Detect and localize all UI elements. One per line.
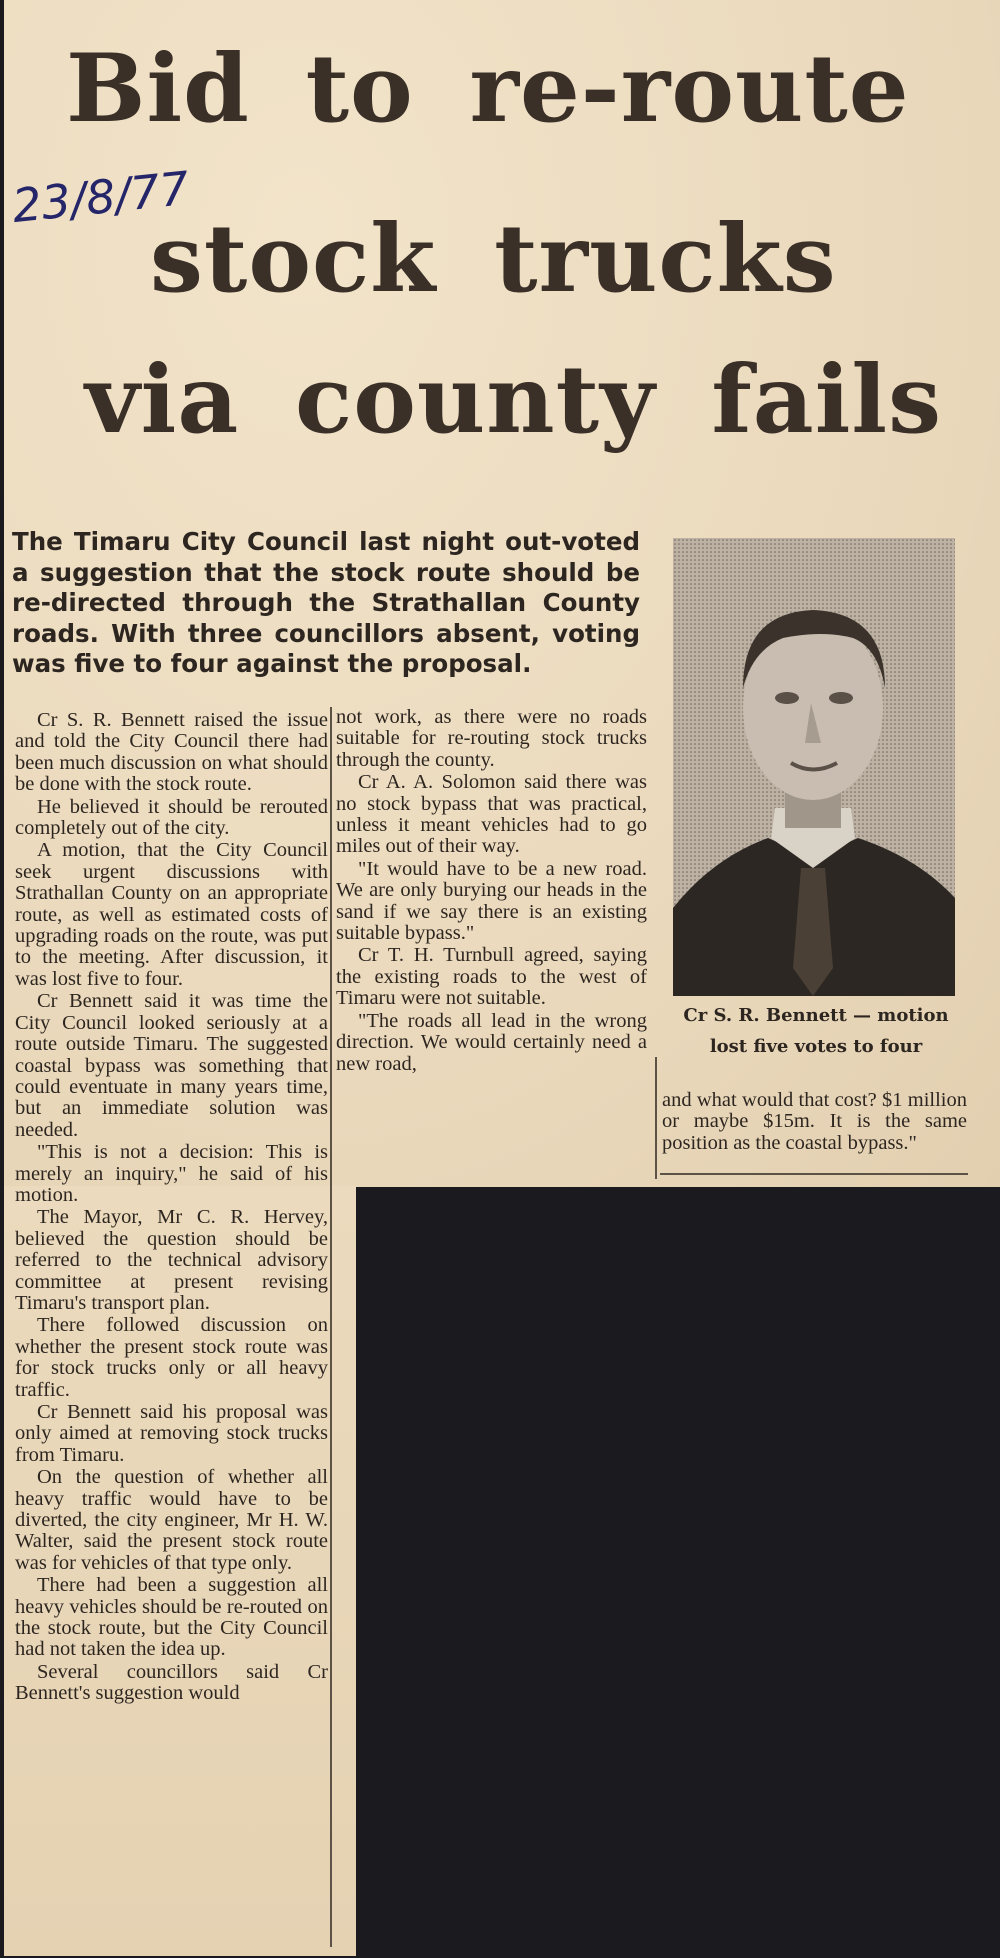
handwritten-date: 23/8/77 bbox=[9, 160, 192, 234]
paragraph: Cr Bennett said it was time the City Council looked seriously at a route outside Timaru. The suggested coastal bypass was something that could eventuate in many years time, but an immediate solution was needed. bbox=[15, 990, 328, 1141]
portrait-photo bbox=[673, 538, 955, 996]
paragraph: On the question of whether all heavy traffic would have to be diverted, the city engineer, Mr H. W. Walter, said the present stock route was for vehicles of that type only. bbox=[15, 1466, 328, 1574]
paragraph: not work, as there were no roads suitable for re-routing stock trucks through the county. bbox=[336, 706, 647, 771]
paragraph: Cr T. H. Turnbull agreed, saying the existing roads to the west of Timaru were not suitable. bbox=[336, 944, 647, 1010]
photo-caption: Cr S. R. Bennett — motion lost five votes to four bbox=[683, 1005, 949, 1057]
paragraph: The Mayor, Mr C. R. Hervey, believed the question should be referred to the technical advisory committee at present revising Timaru's transport plan. bbox=[15, 1206, 328, 1314]
article-column-2 bbox=[336, 707, 647, 1075]
paragraph: Several councillors said Cr Bennett's suggestion would bbox=[15, 1660, 328, 1705]
headline-line-2: stock trucks bbox=[150, 204, 837, 314]
column-rule bbox=[330, 707, 332, 1947]
article-column-1 bbox=[15, 710, 328, 1705]
headline-line-3: via county fails bbox=[85, 345, 943, 455]
paragraph: "This is not a decision: This is merely an inquiry," he said of his motion. bbox=[15, 1141, 328, 1206]
column-rule bbox=[660, 1173, 968, 1175]
paragraph: There had been a suggestion all heavy vehicles should be re-routed on the stock route, but the City Council had not taken the idea up. bbox=[15, 1574, 328, 1661]
paragraph: Cr Bennett said his proposal was only aimed at removing stock trucks from Timaru. bbox=[15, 1401, 328, 1466]
paragraph: and what would that cost? $1 million or maybe $15m. It is the same position as the coastal bypass." bbox=[662, 1089, 967, 1154]
paragraph: Cr A. A. Solomon said there was no stock bypass that was practical, unless it meant vehicles had to go miles out of their way. bbox=[336, 771, 647, 858]
paragraph: "It would have to be a new road. We are only burying our heads in the sand if we say there is an existing suitable bypass." bbox=[336, 857, 647, 945]
portrait-illustration bbox=[673, 538, 955, 996]
paragraph: A motion, that the City Council seek urgent discussions with Strathallan County on an appropriate route, as well as estimated costs of upgrading roads on the route, was put to the meeting. After discussion, it was lost five to four. bbox=[15, 839, 328, 990]
paragraph: "The roads all lead in the wrong direction. We would certainly need a new road, bbox=[336, 1009, 647, 1075]
headline-line-1: Bid to re-route bbox=[66, 34, 910, 144]
column-rule bbox=[655, 1057, 657, 1179]
paragraph: There followed discussion on whether the present stock route was for stock trucks only or all heavy traffic. bbox=[15, 1314, 328, 1401]
article-column-3 bbox=[662, 1090, 967, 1154]
paragraph: Cr S. R. Bennett raised the issue and told the City Council there had been much discussion on what should be done with the stock route. bbox=[15, 709, 328, 796]
lede-paragraph: The Timaru City Council last night out-voted a suggestion that the stock route should be re-directed through the Strathallan County roads. With three councillors absent, voting was five to four against the proposal. bbox=[12, 527, 640, 678]
paragraph: He believed it should be rerouted completely out of the city. bbox=[15, 795, 328, 840]
